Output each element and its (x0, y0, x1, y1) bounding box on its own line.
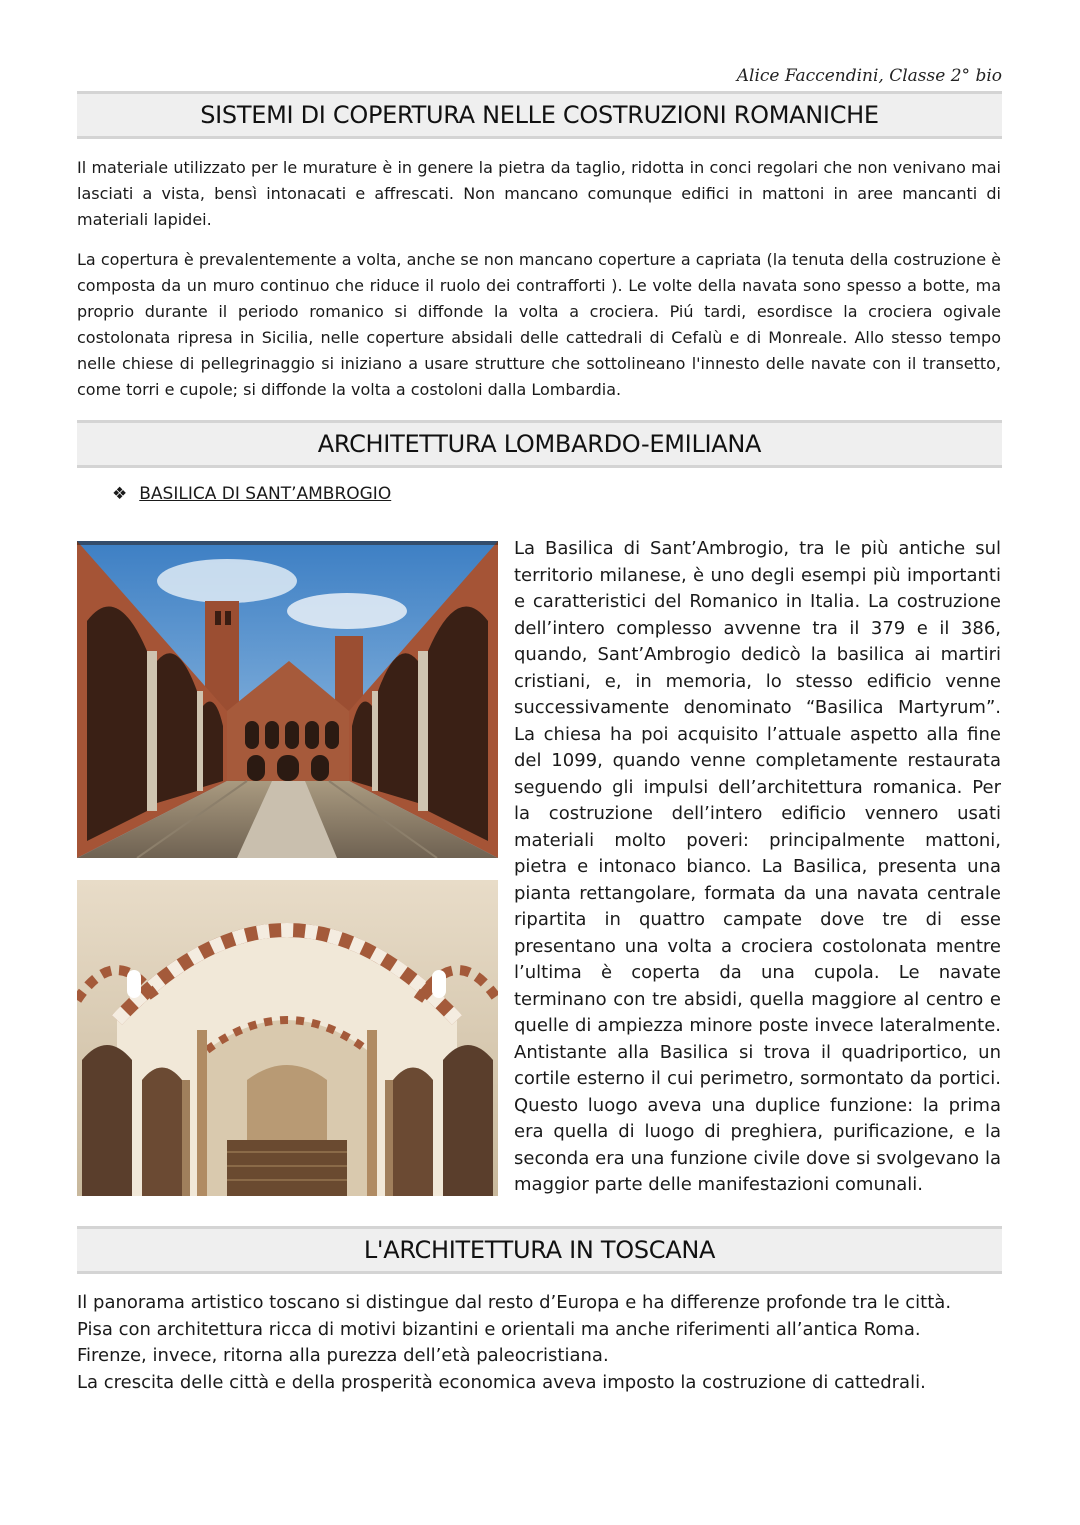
photo-basilica-courtyard (77, 541, 498, 858)
toscana-line: Pisa con architettura ricca di motivi bizantini e orientali ma anche riferimenti all’antica Roma. (77, 1318, 921, 1340)
toscana-text (77, 1290, 1002, 1396)
section-title-lombardo: ARCHITETTURA LOMBARDO-EMILIANA (77, 420, 1002, 468)
subsection-title: BASILICA DI SANT’AMBROGIO (139, 484, 392, 504)
paragraph-copertura: La copertura è prevalentemente a volta, anche se non mancano coperture a capriata (la tenuta della costruzione è composta da un muro continuo che riduce il ruolo dei contrafforti ). Le volte della navata sono spesso a botte, ma proprio durante il periodo romanico si diffonde la volta a crociera. Piú tardi, esordisce la crociera ogivale costolonata ripresa in Sicilia, nelle coperture absidali delle cattedrali di Cefalù e di Monreale. Allo stesso tempo nelle chiese di pellegrinaggio si iniziano a usare strutture che sottolineano l'innesto delle navate con il transetto, come torri e cupole; si diffonde la volta a costoloni dalla Lombardia. (77, 250, 1001, 399)
section-title-copertura: SISTEMI DI COPERTURA NELLE COSTRUZIONI ROMANICHE (77, 91, 1002, 139)
section-title-toscana: L'ARCHITETTURA IN TOSCANA (77, 1226, 1002, 1274)
toscana-line: Firenze, invece, ritorna alla purezza dell’età paleocristiana. (77, 1345, 609, 1366)
basilica-description: La Basilica di Sant’Ambrogio, tra le più antiche sul territorio milanese, è uno degli esempi più importanti e caratteristici del Romanico in Italia. La costruzione dell’intero complesso avvenne tra il 379 e il 386, quando, Sant’Ambrogio dedicò la basilica ai martiri cristiani, e, in memoria, lo stesso edificio venne successivamente denominato “Basilica Martyrum”. La chiesa ha poi acquisito l’attuale aspetto alla fine del 1099, quando venne completamente restaurata seguendo gli impulsi dell’architettura romanica. Per la costruzione dell’intero edificio vennero usati materiali molto poveri: principalmente mattoni, pietra e intonaco bianco. La Basilica, presenta una pianta rettangolare, formata da una navata centrale ripartita in quattro campate dove tre di esse presentano una volta a crociera costolonata mentre l’ultima è coperta da una cupola. Le navate terminano con tre absidi, quella maggiore al centro e quelle di ampiezza minore poste invece lateralmente. Antistante alla Basilica si trova il quadriportico, un cortile esterno il cui perimetro, sormontato da portici. Questo luogo aveva una duplice funzione: la prima era quella di luogo di preghiera, purificazione, e la seconda era una funzione civile dove si svolgevano la maggior parte delle manifestazioni comunali. (514, 538, 1001, 1195)
paragraph-materiali: Il materiale utilizzato per le murature è in genere la pietra da taglio, ridotta in conci regolari che non venivano mai lasciati a vista, bensì intonacati e affrescati. Non mancano comunque edifici in mattoni in aree mancanti di materiali lapidei. (77, 158, 1001, 229)
photo-basilica-interior (77, 880, 498, 1196)
subsection-sant-ambrogio (112, 484, 391, 504)
toscana-line: La crescita delle città e della prosperità economica aveva imposto la costruzione di cattedrali. (77, 1371, 926, 1393)
diamond-bullet-icon: ❖ (112, 484, 128, 504)
author-label: Alice Faccendini, Classe 2° bio (736, 66, 1002, 86)
toscana-line: Il panorama artistico toscano si distingue dal resto d’Europa e ha differenze profonde tra le città. (77, 1292, 952, 1313)
